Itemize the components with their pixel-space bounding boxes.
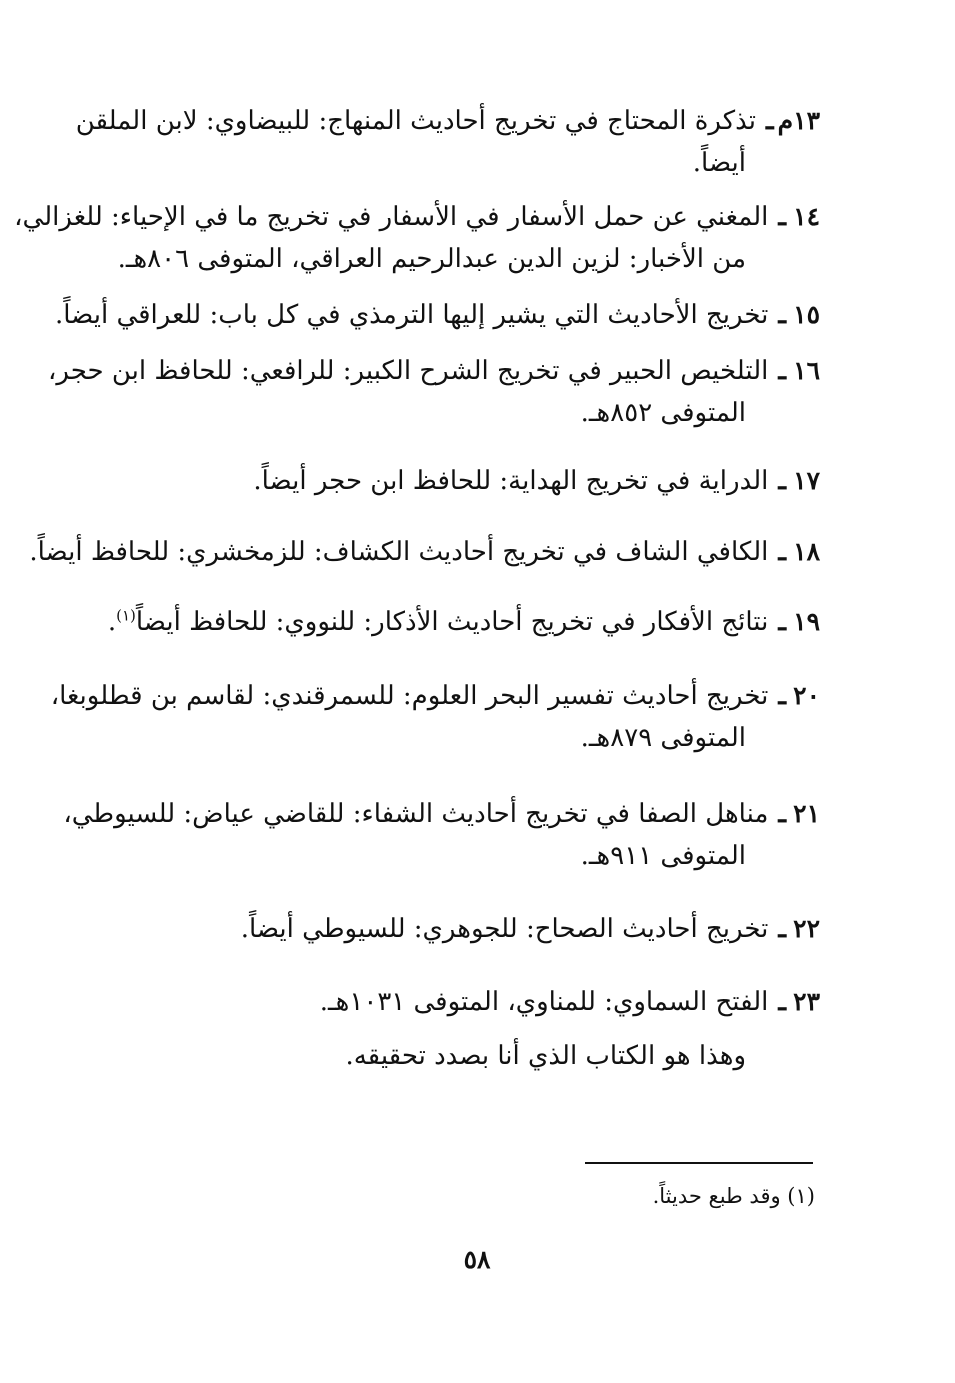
entry-text: تذكرة المحتاج في تخريج أحاديث المنهاج: للبيضاوي: لابن الملقن xyxy=(75,106,757,136)
entry-text-main: نتائج الأفكار في تخريج أحاديث الأذكار: للنووي: للحافظ أيضاً xyxy=(135,607,769,637)
entry-number: ٢١ xyxy=(793,799,820,828)
entry-dash: ـ xyxy=(778,356,786,386)
page-number: ٥٨ xyxy=(463,1245,491,1274)
entry-number: ٢٣ xyxy=(793,987,820,1016)
list-item xyxy=(50,675,820,759)
footnote-separator xyxy=(585,1162,813,1164)
entry-continuation: المتوفى ٩١١هـ. xyxy=(580,841,746,871)
entry-number: ١٥ xyxy=(793,300,820,329)
entry-continuation: وهذا هو الكتاب الذي أنا بصدد تحقيقه. xyxy=(345,1041,746,1071)
entry-number: ١٦ xyxy=(793,356,820,385)
list-item xyxy=(63,793,820,877)
entry-text: مناهل الصفا في تخريج أحاديث الشفاء: للقاضي عياض: للسيوطي، xyxy=(63,799,769,829)
entry-text: الفتح السماوي: للمناوي، المتوفى ١٠٣١هـ. xyxy=(319,987,769,1017)
entry-dash: ـ xyxy=(778,537,786,567)
entry-dash: ـ xyxy=(778,300,786,330)
list-item xyxy=(29,531,820,573)
entry-dash: ـ xyxy=(778,466,786,496)
footnote: (١) وقد طبع حديثاً. xyxy=(652,1184,815,1208)
entry-continuation: المتوفى ٨٥٢هـ. xyxy=(580,398,746,428)
entry-dash: ـ xyxy=(778,202,786,232)
entry-text: تخريج أحاديث تفسير البحر العلوم: للسمرقندي: لقاسم بن قطلوبغا، xyxy=(50,681,769,711)
entry-text: تخريج الأحاديث التي يشير إليها الترمذي في كل باب: للعراقي أيضاً. xyxy=(55,300,769,330)
list-item xyxy=(100,601,820,643)
entry-continuation: المتوفى ٨٧٩هـ. xyxy=(580,723,746,753)
entry-number: ١٩ xyxy=(793,607,820,636)
entry-text: الكافي الشاف في تخريج أحاديث الكشاف: للزمخشري: للحافظ أيضاً. xyxy=(29,537,769,567)
list-item xyxy=(100,981,820,1077)
list-item xyxy=(100,460,820,502)
entry-number: ١٨ xyxy=(793,537,820,566)
list-item xyxy=(75,100,820,184)
entry-number: ١٧ xyxy=(793,466,820,495)
entry-dash: ـ xyxy=(778,799,786,829)
entry-text xyxy=(108,601,769,643)
entry-text-tail: . xyxy=(107,607,117,637)
entry-number: ١٣م xyxy=(777,106,820,135)
entry-number: ١٤ xyxy=(793,202,820,231)
entry-dash: ـ xyxy=(778,914,786,944)
list-item xyxy=(100,908,820,950)
entry-number: ٢٠ xyxy=(793,681,820,710)
entry-continuation: أيضاً. xyxy=(692,148,746,178)
entry-text: تخريج أحاديث الصحاح: للجوهري: للسيوطي أيضاً. xyxy=(240,914,769,944)
footnote-reference[interactable]: (١) xyxy=(116,606,136,625)
entry-dash: ـ xyxy=(778,987,786,1017)
entry-text: الدراية في تخريج الهداية: للحافظ ابن حجر أيضاً. xyxy=(253,466,769,496)
entry-text: المغني عن حمل الأسفار في الأسفار في تخريج ما في الإحياء: للغزالي، xyxy=(14,202,769,232)
entry-dash: ـ xyxy=(778,681,786,711)
entry-number: ٢٢ xyxy=(793,914,820,943)
entry-dash: ـ xyxy=(778,607,786,637)
list-item xyxy=(55,294,820,336)
list-item xyxy=(14,196,820,280)
entry-text: التلخيص الحبير في تخريج الشرح الكبير: للرافعي: للحافظ ابن حجر، xyxy=(48,356,769,386)
entry-dash: ـ xyxy=(766,106,774,136)
list-item xyxy=(48,350,820,434)
entry-continuation: من الأخبار: لزين الدين عبدالرحيم العراقي، المتوفى ٨٠٦هـ. xyxy=(117,244,746,274)
